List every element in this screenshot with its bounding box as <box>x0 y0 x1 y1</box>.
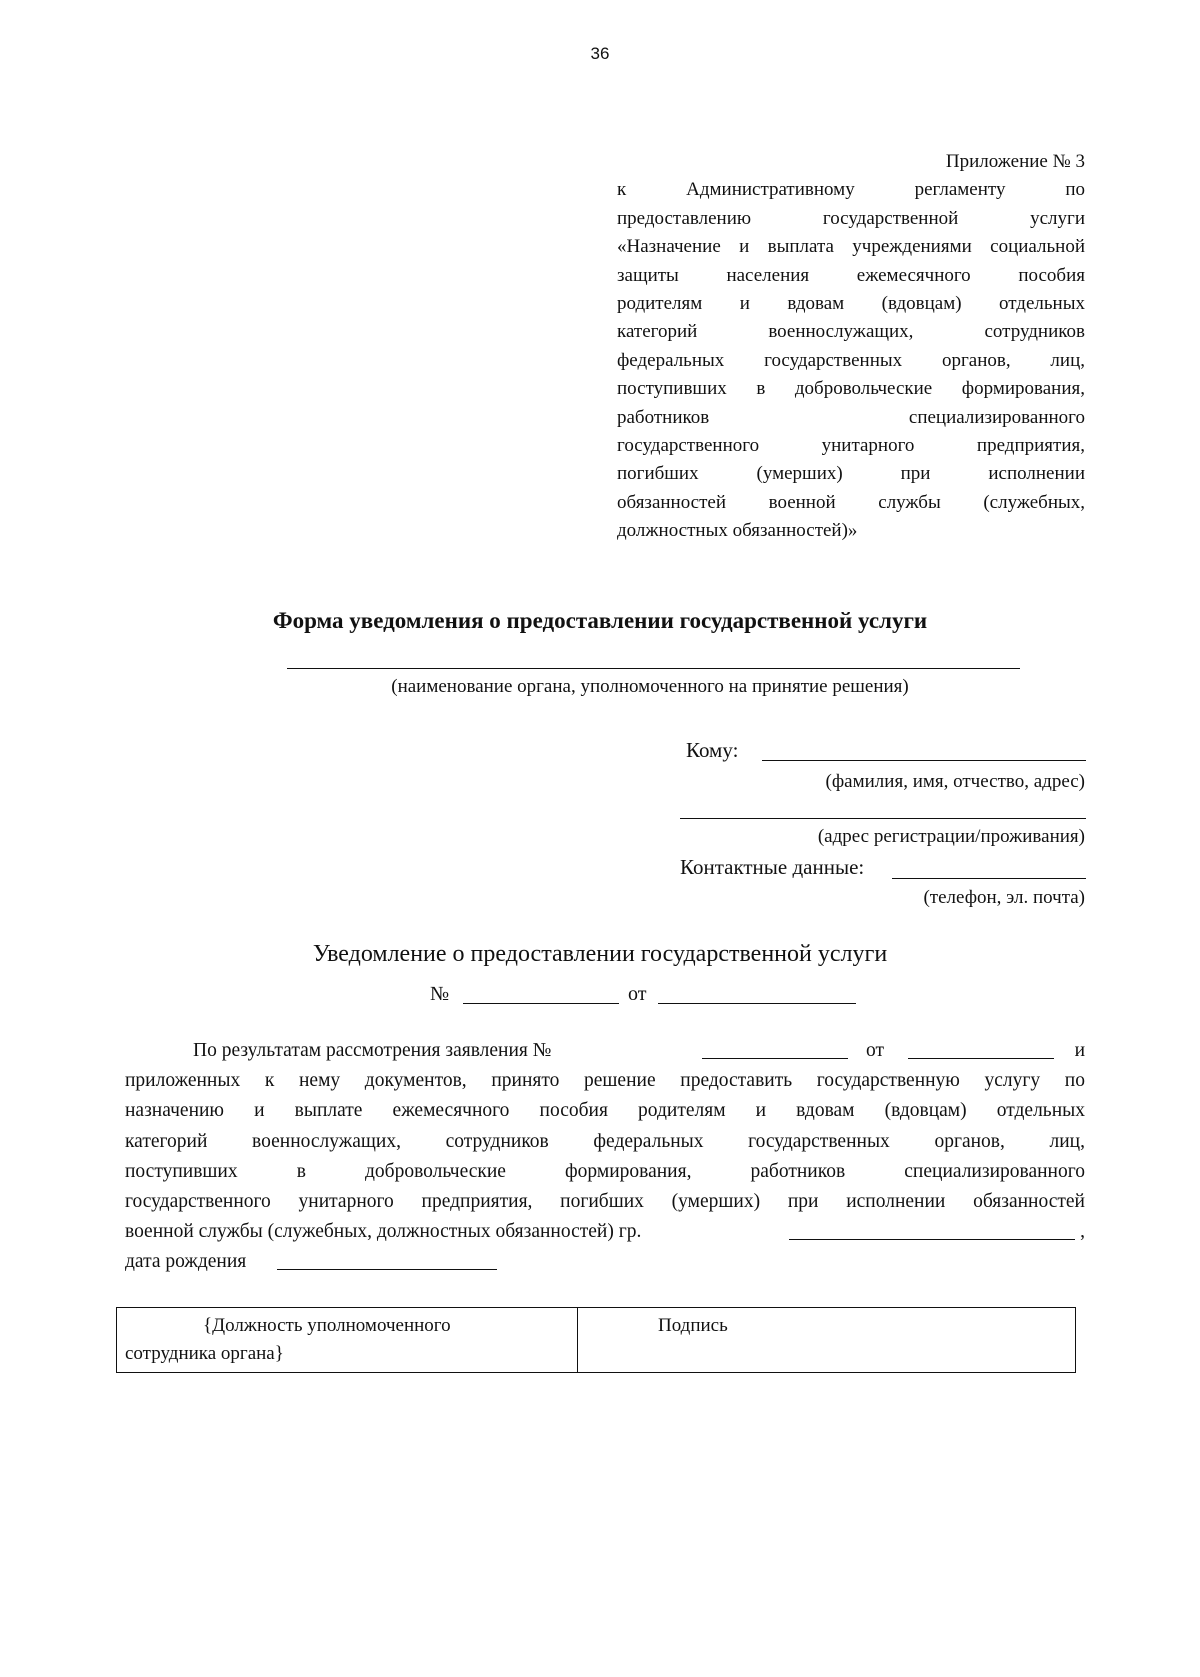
appendix-line: к Административному регламенту по <box>617 179 1085 201</box>
appendix-line: работников специализированного <box>617 406 1085 428</box>
body-line-start: По результатам рассмотрения заявления № <box>193 1040 552 1061</box>
appendix-header <box>617 148 1085 546</box>
body-line: государственного унитарного предприятия, погибших (умерших) при исполнении обязанностей <box>125 1191 1085 1212</box>
notice-from-label: от <box>628 983 647 1005</box>
address-caption: (адрес регистрации/проживания) <box>817 826 1085 847</box>
signature-cell <box>578 1308 1076 1373</box>
appendix-line: «Назначение и выплата учреждениями социальной <box>617 236 1085 258</box>
official-position-text: {Должность уполномоченного сотрудника органа} <box>125 1315 451 1364</box>
contacts-label: Контактные данные: <box>680 855 865 879</box>
appendix-line: погибших (умерших) при исполнении <box>617 463 1085 485</box>
appendix-line: защиты населения ежемесячного пособия <box>617 264 1085 286</box>
to-name-line <box>762 760 1086 761</box>
appendix-title: Приложение № 3 <box>945 151 1085 172</box>
appendix-line: родителям и вдовам (вдовцам) отдельных <box>617 293 1085 315</box>
birth-date-line <box>277 1251 497 1270</box>
authority-caption: (наименование органа, уполномоченного на принятие решения) <box>391 676 909 697</box>
decision-paragraph <box>125 1036 1085 1278</box>
body-line-and: и <box>1074 1040 1085 1061</box>
citizen-name-line <box>789 1221 1075 1240</box>
application-date-line <box>908 1040 1054 1059</box>
body-line-from: от <box>866 1040 885 1061</box>
notice-date-line <box>658 1003 856 1004</box>
appendix-last-line: должностных обязанностей)» <box>617 520 858 542</box>
appendix-line: государственного унитарного предприятия, <box>617 435 1085 457</box>
authority-name-line <box>287 668 1020 669</box>
notice-title: Уведомление о предоставлении государственной услуги <box>312 941 888 967</box>
application-number-line <box>702 1040 848 1059</box>
appendix-line: федеральных государственных органов, лиц, <box>617 349 1085 371</box>
to-label: Кому: <box>686 738 739 762</box>
body-line: приложенных к нему документов, принято решение предоставить государственную услугу по <box>125 1070 1085 1092</box>
appendix-line: обязанностей военной службы (служебных, <box>617 491 1085 513</box>
official-position-cell <box>117 1308 578 1373</box>
form-title: Форма уведомления о предоставлении государственной услуги <box>272 608 928 633</box>
name-caption: (фамилия, имя, отчество, адрес) <box>825 771 1085 792</box>
notice-number-label: № <box>430 983 450 1005</box>
appendix-line: поступивших в добровольческие формирования, <box>617 378 1085 400</box>
body-line: назначению и выплате ежемесячного пособия родителям и вдовам (вдовцам) отдельных <box>125 1100 1085 1122</box>
appendix-line: предоставлению государственной услуги <box>617 207 1085 229</box>
notice-number-line <box>463 1003 619 1004</box>
body-line-comma: , <box>1080 1221 1085 1243</box>
birth-date-label: дата рождения <box>125 1251 247 1273</box>
contacts-caption: (телефон, эл. почта) <box>923 887 1085 908</box>
contacts-line <box>892 878 1086 879</box>
page-number: 36 <box>590 44 610 63</box>
signature-table <box>116 1307 1076 1373</box>
body-line: поступивших в добровольческие формирования, работников специализированного <box>125 1160 1085 1182</box>
body-line: категорий военнослужащих, сотрудников федеральных государственных органов, лиц, <box>125 1130 1085 1152</box>
appendix-line: категорий военнослужащих, сотрудников <box>617 321 1085 343</box>
address-line <box>680 818 1086 819</box>
signature-label: Подпись <box>658 1315 728 1336</box>
body-line-citizen: военной службы (служебных, должностных обязанностей) гр. <box>125 1221 642 1243</box>
